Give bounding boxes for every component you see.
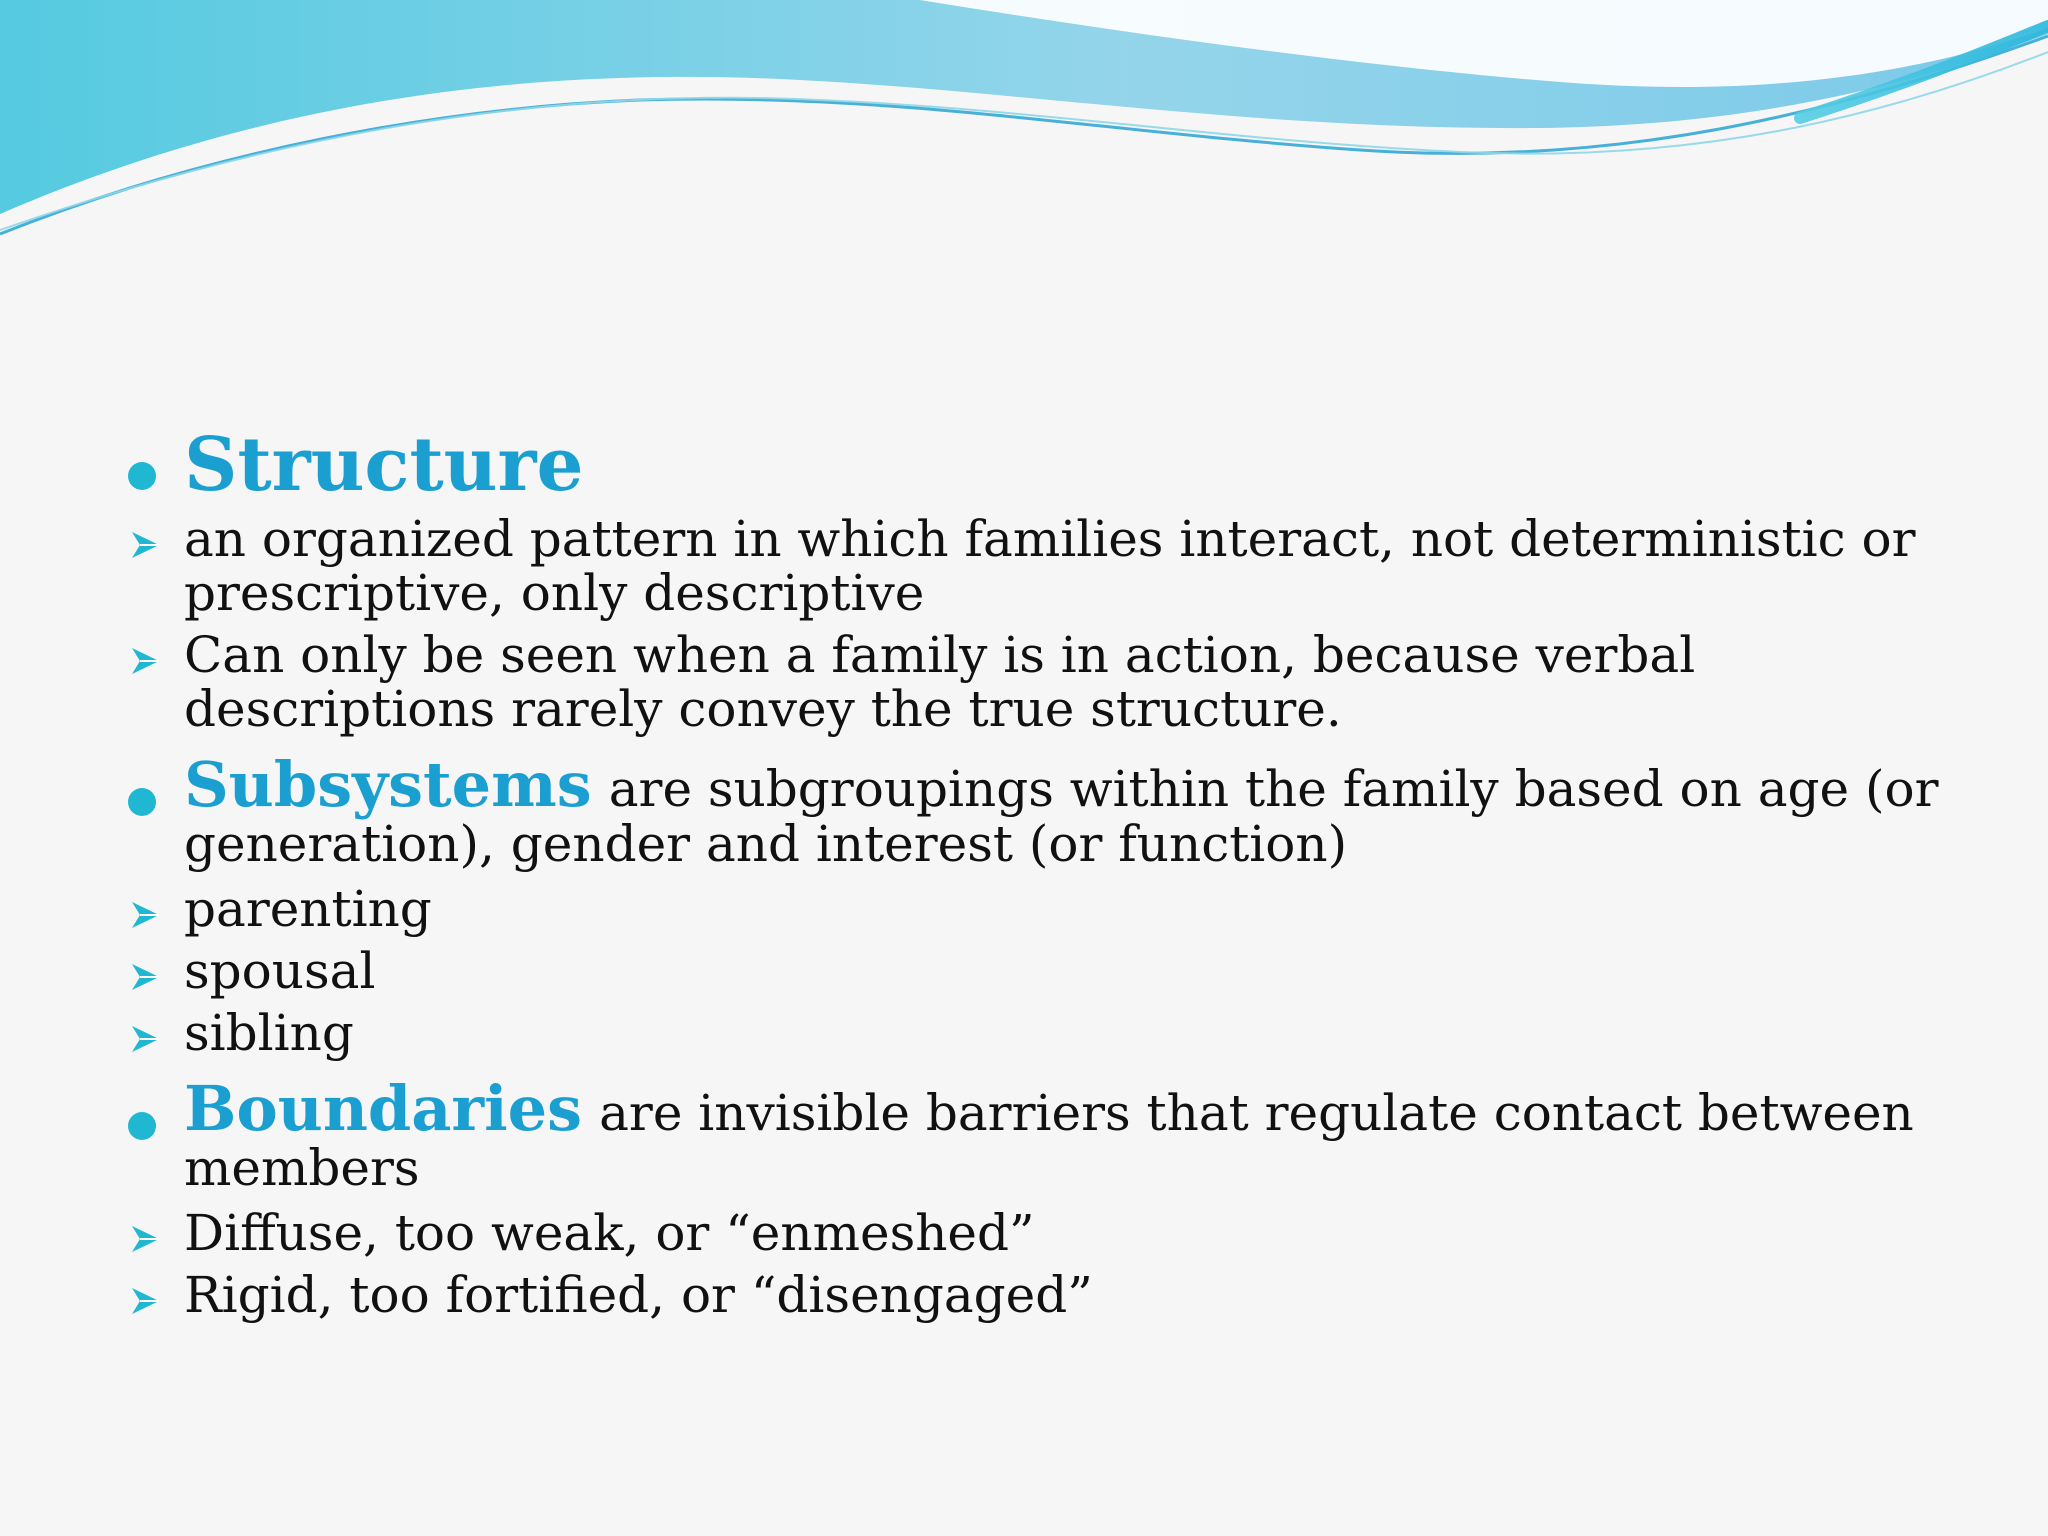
boundaries-item-2 (128, 1268, 1988, 1322)
boundaries-line (184, 1072, 1988, 1197)
arrow-bullet-icon (128, 960, 164, 994)
arrow-bullet-icon (128, 1222, 164, 1256)
arrow-bullet-icon (128, 898, 164, 932)
structure-item-2 (128, 628, 1988, 736)
structure-heading: Structure (184, 422, 584, 508)
subsystems-item-1-text: parenting (184, 880, 432, 938)
subsystems-item-3 (128, 1006, 1988, 1060)
subsystems-item-1 (128, 882, 1988, 936)
subsystems-item-2 (128, 944, 1988, 998)
structure-bullet (128, 422, 1988, 508)
subsystems-heading: Subsystems (184, 748, 592, 821)
arrow-bullet-icon (128, 1022, 164, 1056)
slide-content (128, 422, 1988, 1330)
bullet-dot-icon (128, 788, 156, 816)
structure-item-1-text: an organized pattern in which families interact, not deterministic or prescriptive, only descriptive (184, 510, 1916, 622)
structure-item-1 (128, 512, 1988, 620)
subsystems-description: are subgroupings within the family based on age (or generation), gender and interest (or function) (184, 760, 1939, 873)
subsystems-item-2-text: spousal (184, 942, 376, 1000)
structure-item-2-text: Can only be seen when a family is in action, because verbal descriptions rarely convey the true structure. (184, 626, 1696, 738)
arrow-bullet-icon (128, 1284, 164, 1318)
boundaries-description: are invisible barriers that regulate contact between members (184, 1084, 1914, 1197)
boundaries-item-1 (128, 1206, 1988, 1260)
subsystems-bullet (128, 748, 1988, 873)
boundaries-item-1-text: Diffuse, too weak, or “enmeshed” (184, 1204, 1035, 1262)
arrow-bullet-icon (128, 528, 164, 562)
decorative-wave-header (0, 0, 2048, 260)
bullet-dot-icon (128, 462, 156, 490)
structure-heading-wrap (184, 422, 1988, 508)
subsystems-line (184, 748, 1988, 873)
boundaries-heading: Boundaries (184, 1072, 583, 1145)
bullet-dot-icon (128, 1112, 156, 1140)
subsystems-item-3-text: sibling (184, 1004, 354, 1062)
boundaries-bullet (128, 1072, 1988, 1197)
arrow-bullet-icon (128, 644, 164, 678)
boundaries-item-2-text: Rigid, too fortified, or “disengaged” (184, 1266, 1093, 1324)
